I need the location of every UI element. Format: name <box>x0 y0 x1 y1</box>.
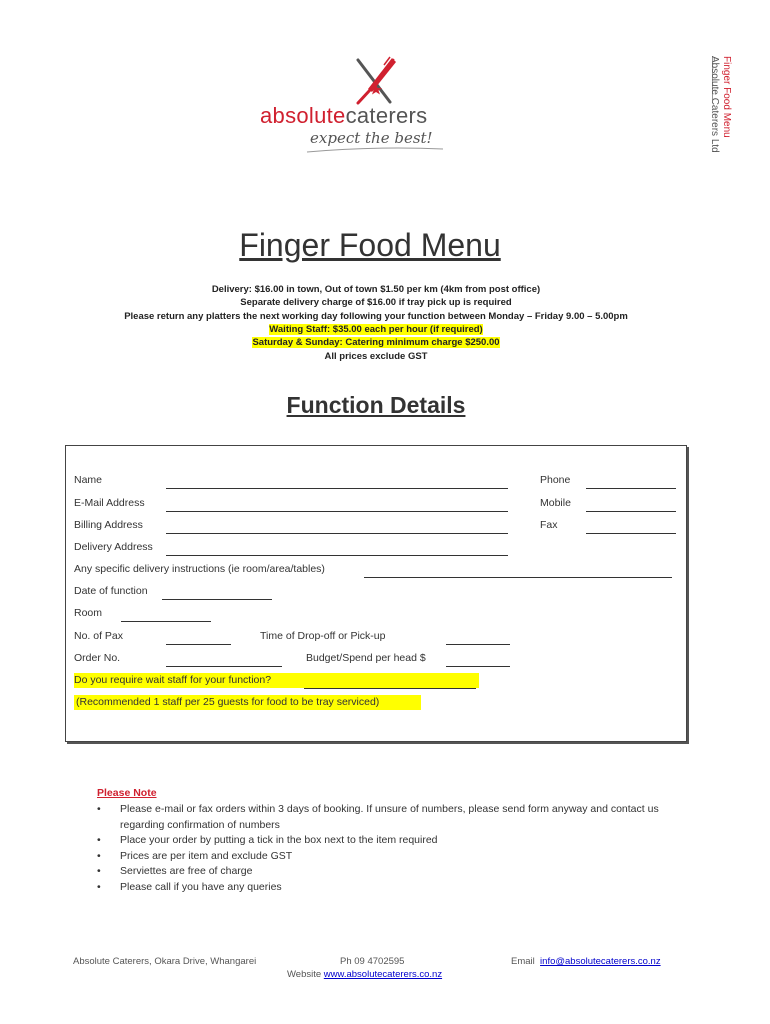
instructions-label: Any specific delivery instructions (ie room/area/tables) <box>74 563 325 575</box>
side-company: Absolute Caterers Ltd <box>709 56 720 153</box>
note-item: • Prices are per item and exclude GST <box>97 849 687 865</box>
fax-field[interactable] <box>586 523 676 534</box>
room-label: Room <box>74 607 103 619</box>
fax-label: Fax <box>540 519 558 531</box>
delivery-field[interactable] <box>166 545 508 556</box>
email-label: E-Mail Address <box>74 497 145 509</box>
room-field[interactable] <box>121 611 211 622</box>
delivery-label: Delivery Address <box>74 541 153 553</box>
name-field[interactable] <box>166 478 508 489</box>
order-field[interactable] <box>166 656 282 667</box>
logo-tagline: expect the best! <box>310 129 433 147</box>
wait-staff-label: Do you require wait staff for your function? <box>74 674 272 686</box>
time-field[interactable] <box>446 634 510 645</box>
pax-label: No. of Pax <box>74 630 124 642</box>
time-label: Time of Drop-off or Pick-up <box>260 630 386 642</box>
note-item: • Place your order by putting a tick in the box next to the item required <box>97 833 687 849</box>
name-label: Name <box>74 474 103 486</box>
billing-label: Billing Address <box>74 519 143 531</box>
mobile-field[interactable] <box>586 501 676 512</box>
date-label: Date of function <box>74 585 148 597</box>
phone-label: Phone <box>540 474 571 486</box>
instructions-field[interactable] <box>364 567 672 578</box>
side-label <box>709 56 744 156</box>
function-details-form <box>65 445 687 742</box>
website-link[interactable]: www.absolutecaterers.co.nz <box>323 969 443 980</box>
pax-field[interactable] <box>166 634 231 645</box>
footer-address: Absolute Caterers, Okara Drive, Whangarei <box>73 956 257 967</box>
info-waiting-staff: Waiting Staff: $35.00 each per hour (if required) <box>269 324 483 335</box>
info-tray-charge: Separate delivery charge of $16.00 if tray pick up is required <box>240 297 512 308</box>
footer-website: Website www.absolutecaterers.co.nz <box>287 969 443 980</box>
email-field[interactable] <box>166 501 508 512</box>
info-return-platters: Please return any platters the next working day following your function between Monday – Friday 9.00 – 5.00pm <box>124 311 628 322</box>
logo-wordmark: absolutecaterers <box>260 103 428 128</box>
notes-list <box>97 802 687 895</box>
tagline-swoosh-icon <box>305 146 445 154</box>
function-details-heading: Function Details <box>286 392 466 418</box>
recommended-note: (Recommended 1 staff per 25 guests for food to be tray serviced) <box>76 696 380 708</box>
wait-staff-field[interactable] <box>304 678 476 689</box>
phone-field[interactable] <box>586 478 676 489</box>
info-delivery: Delivery: $16.00 in town, Out of town $1.50 per km (4km from post office) <box>211 284 541 295</box>
mobile-label: Mobile <box>540 497 571 509</box>
email-link[interactable]: info@absolutecaterers.co.nz <box>540 956 661 967</box>
budget-field[interactable] <box>446 656 510 667</box>
info-weekend: Saturday & Sunday: Catering minimum charge $250.00 <box>252 337 500 348</box>
side-menu-label: Finger Food Menu <box>721 56 732 138</box>
note-item: • Please call if you have any queries <box>97 880 687 896</box>
date-field[interactable] <box>162 589 272 600</box>
footer-email: Email info@absolutecaterers.co.nz <box>511 956 661 967</box>
order-label: Order No. <box>74 652 121 664</box>
note-item: • Please e-mail or fax orders within 3 days of booking. If unsure of numbers, please send form anyway and contact us regarding confirmation of numbers <box>97 802 687 833</box>
billing-field[interactable] <box>166 523 508 534</box>
info-gst: All prices exclude GST <box>324 351 428 362</box>
page-title: Finger Food Menu <box>239 227 501 263</box>
budget-label: Budget/Spend per head $ <box>306 652 426 664</box>
please-note-heading: Please Note <box>97 787 157 799</box>
cutlery-logo-icon <box>352 56 398 106</box>
footer-phone: Ph 09 4702595 <box>340 956 405 967</box>
note-item: • Serviettes are free of charge <box>97 864 687 880</box>
